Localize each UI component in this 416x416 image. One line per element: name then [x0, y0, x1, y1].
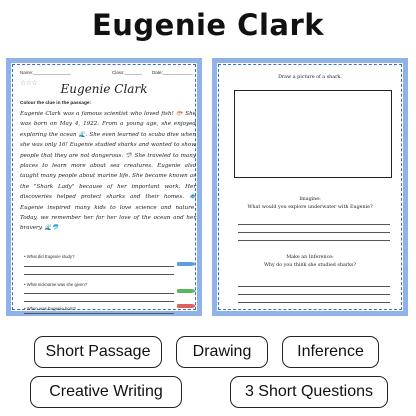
question-1: • What did Eugenie study? [24, 254, 75, 259]
worksheet-heading: Eugenie Clark [60, 82, 148, 96]
reading-worksheet-page [6, 58, 202, 316]
answer-line [238, 240, 390, 241]
blue-crayon-icon [177, 262, 193, 266]
red-crayon-icon [177, 304, 193, 308]
tag-short-passage: Short Passage [34, 336, 162, 368]
answer-line [24, 293, 174, 294]
answer-line [238, 286, 390, 287]
name-field-label: Name:_______________ [20, 70, 71, 75]
instruction-text: Colour the clue in the passage: [20, 101, 92, 106]
answer-line [238, 232, 390, 233]
question-2: • What nickname was she given? [24, 282, 88, 287]
inference-heading: Make an Inference: [286, 255, 334, 260]
reading-passage: Eugenie Clark was a famous scientist who loved fish! 🐡 She was born on May 4, 1922. From a young age, she enjoyed exploring the ocean 🌊. She even learned to scuba dive when she was only 16! Eugenie studied sharks and wanted to show people that they are not dangerous. 🦈 She traveled to many places to learn more about sea creatures. Eugenie also taught many people about marine life. She became known as the "Shark Lady" because of her important work. Her discoveries helped protect sharks and their homes. 🐟 Eugenie inspired many kids to love science and nature. Today, we remember her for her love of the ocean and her bravery. 🌊🐬 [20, 111, 196, 232]
answer-line [24, 266, 174, 267]
answer-line [24, 301, 174, 302]
tag-inference: Inference [282, 336, 379, 368]
tag-3-short-questions: 3 Short Questions [230, 376, 388, 408]
imagine-heading: Imagine: [299, 197, 321, 202]
tag-creative-writing: Creative Writing [30, 376, 182, 408]
product-title: Eugenie Clark [91, 8, 325, 42]
imagine-question: What would you explore underwater with Eugenie? [247, 205, 373, 210]
class-field-label: Class:_______ [112, 70, 143, 75]
answer-line [238, 224, 390, 225]
answer-line [24, 313, 174, 314]
draw-prompt: Draw a picture of a shark. [278, 75, 342, 80]
drawing-box [234, 90, 392, 178]
inference-question: Why do you think she studied sharks? [263, 263, 357, 268]
question-3: • When was Eugenie born? [24, 306, 76, 311]
answer-line [238, 302, 390, 303]
rating-stars-icon: ☆☆☆ [20, 79, 38, 87]
activity-worksheet-page [212, 58, 408, 316]
date-field-label: Date:____________ [152, 70, 193, 75]
answer-line [238, 294, 390, 295]
green-crayon-icon [177, 289, 193, 293]
answer-line [24, 274, 174, 275]
tag-drawing: Drawing [176, 336, 268, 368]
